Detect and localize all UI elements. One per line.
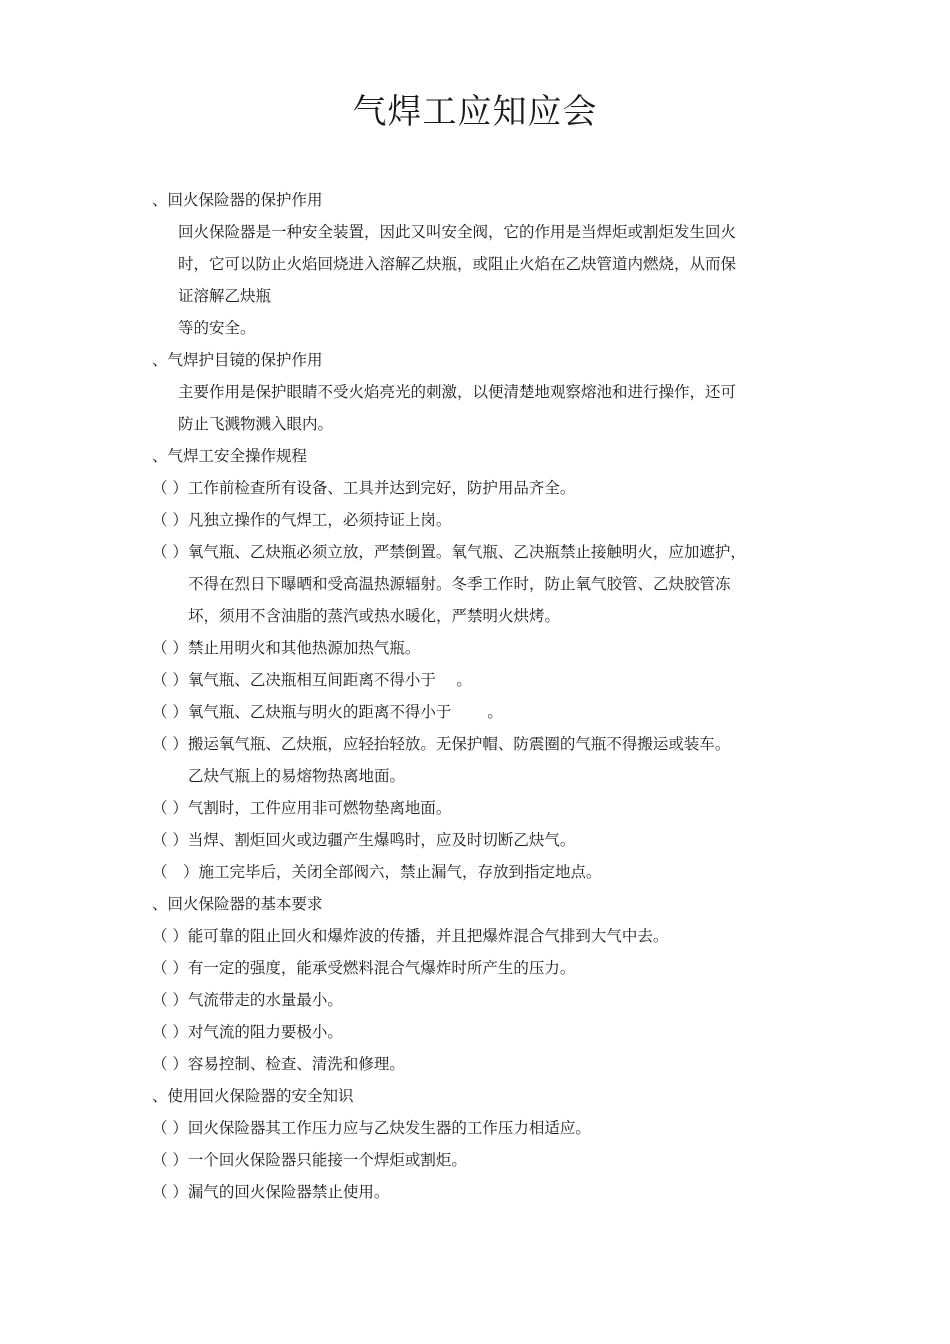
document-title: 气焊工应知应会 [352,92,598,132]
list-item: （ ）有一定的强度，能承受燃料混合气爆炸时所产生的压力。 [152,959,576,977]
list-item: （ ）漏气的回火保险器禁止使用。 [152,1183,390,1201]
paragraph-line: 防止飞溅物溅入眼内。 [178,415,334,433]
section-heading: 、气焊工安全操作规程 [152,447,308,465]
paragraph-line: 回火保险器是一种安全装置，因此又叫安全阀，它的作用是当焊炬或割炬发生回火 [178,223,737,241]
list-item-continuation: 乙炔气瓶上的易熔物热离地面。 [188,767,406,785]
paragraph-line: 证溶解乙炔瓶 [178,287,272,305]
list-item: （ ）能可靠的阻止回火和爆炸波的传播，并且把爆炸混合气排到大气中去。 [152,927,669,945]
paragraph-line: 时，它可以防止火焰回烧进入溶解乙炔瓶，或阻止火焰在乙炔管道内燃烧，从而保 [178,255,737,273]
list-item: （ ）气割时，工件应用非可燃物垫离地面。 [152,799,452,817]
list-item: （ ）氧气瓶、乙决瓶相互间距离不得小于 。 [152,671,472,689]
list-item: （ ）工作前检查所有设备、工具并达到完好，防护用品齐全。 [152,479,576,497]
section-heading: 、回火保险器的基本要求 [152,895,323,913]
paragraph-line: 等的安全。 [178,319,256,337]
section-heading: 、回火保险器的保护作用 [152,191,323,209]
document-body [152,184,822,1208]
list-item: （ ）搬运氧气瓶、乙炔瓶，应轻抬轻放。无保护帽、防震圈的气瓶不得搬运或装车。 [152,735,731,753]
list-item: （ ）禁止用明火和其他热源加热气瓶。 [152,639,421,657]
list-item: （ ）气流带走的水量最小。 [152,991,343,1009]
list-item: （ ）氧气瓶、乙炔瓶必须立放，严禁倒置。氧气瓶、乙决瓶禁止接触明火，应加遮护， [152,543,746,561]
list-item: （ ）一个回火保险器只能接一个焊炬或割炬。 [152,1151,467,1169]
list-item: （ ）当焊、割炬回火或边疆产生爆鸣时，应及时切断乙炔气。 [152,831,576,849]
paragraph-line: 主要作用是保护眼睛不受火焰亮光的刺激，以便清楚地观察熔池和进行操作，还可 [178,383,737,401]
list-item-continuation: 不得在烈日下曝晒和受高温热源辐射。冬季工作时，防止氧气胶管、乙炔胶管冻 [188,575,731,593]
list-item: （ ）施工完毕后，关闭全部阀六，禁止漏气，存放到指定地点。 [152,863,602,881]
section-heading: 、使用回火保险器的安全知识 [152,1087,354,1105]
list-item: （ ）凡独立操作的气焊工，必须持证上岗。 [152,511,452,529]
list-item-continuation: 坏，须用不含油脂的蒸汽或热水暖化，严禁明火烘烤。 [188,607,561,625]
section-heading: 、气焊护目镜的保护作用 [152,351,323,369]
list-item: （ ）对气流的阻力要极小。 [152,1023,343,1041]
list-item: （ ）氧气瓶、乙炔瓶与明火的距离不得小于 。 [152,703,503,721]
list-item: （ ）容易控制、检查、清洗和修理。 [152,1055,405,1073]
list-item: （ ）回火保险器其工作压力应与乙炔发生器的工作压力相适应。 [152,1119,591,1137]
